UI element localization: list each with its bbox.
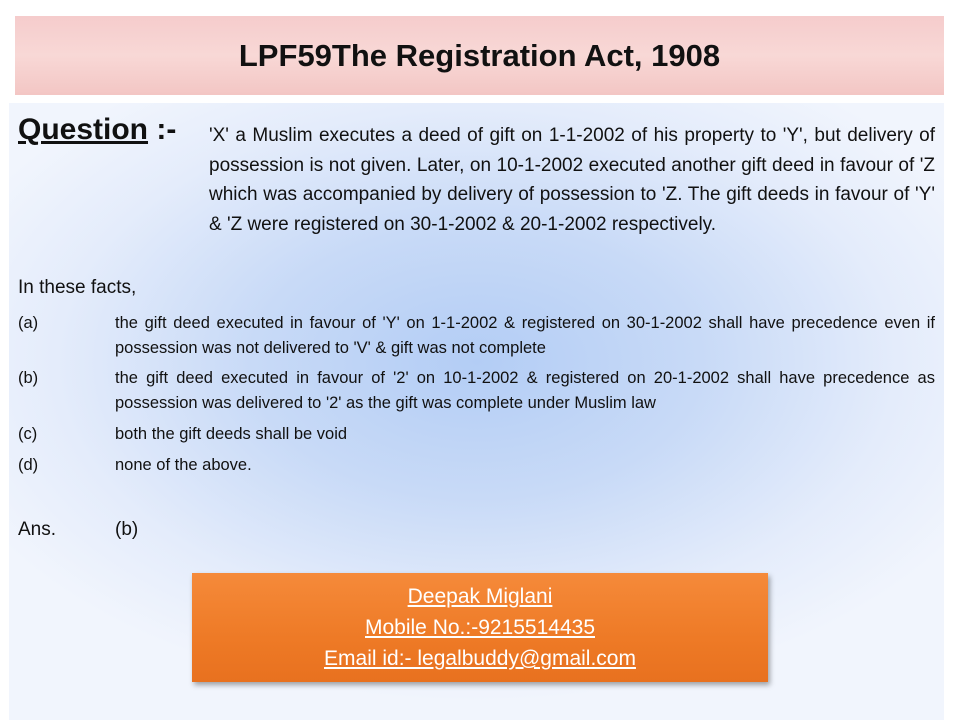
option-text: none of the above. [115, 456, 252, 474]
title-number: 59 [297, 37, 332, 73]
title-act: The Registration Act, 1908 [331, 37, 721, 73]
question-text: 'X' a Muslim executes a deed of gift on 1-1-2002 of his property to 'Y', but delivery of possession is not given. Later, on 10-1-2002 executed another gift deed in favour of 'Z which was accompanied by delivery of possession to 'Z. The gift deeds in favour of 'Y' & 'Z were registered on 30-1-2002 & 20-1-2002 respectively. [209, 125, 935, 235]
option-label: (d) [18, 456, 39, 474]
option-text: the gift deed executed in favour of '2' on 10-1-2002 & registered on 20-1-2002 shall have precedence as possession was delivered to '2' as the gift was complete under Muslim law [115, 369, 935, 412]
contact-email-link[interactable]: Email id:- legalbuddy@gmail.com [324, 647, 636, 670]
question-suffix: :- [156, 113, 177, 146]
answer [18, 519, 139, 541]
question-label [18, 113, 176, 147]
option-label: (a) [18, 314, 39, 332]
title-code: LPF [238, 37, 298, 73]
contact-name-link[interactable]: Deepak Miglani [407, 585, 553, 608]
facts-intro: In these facts, [18, 277, 137, 298]
option-label: (c) [18, 425, 38, 443]
question-heading: Question [18, 113, 149, 146]
option-text: both the gift deeds shall be void [115, 425, 348, 443]
option-text: the gift deed executed in favour of 'Y' on 1-1-2002 & registered on 30-1-2002 shall have precedence even if possession was not delivered to 'V' & gift was not complete [115, 314, 935, 357]
answer-label: Ans. [18, 519, 57, 540]
contact-mobile-link[interactable]: Mobile No.:-9215514435 [365, 616, 595, 639]
answer-value: (b) [115, 519, 139, 540]
contact-box [192, 573, 768, 682]
option-label: (b) [18, 369, 39, 387]
slide-title [15, 16, 944, 95]
